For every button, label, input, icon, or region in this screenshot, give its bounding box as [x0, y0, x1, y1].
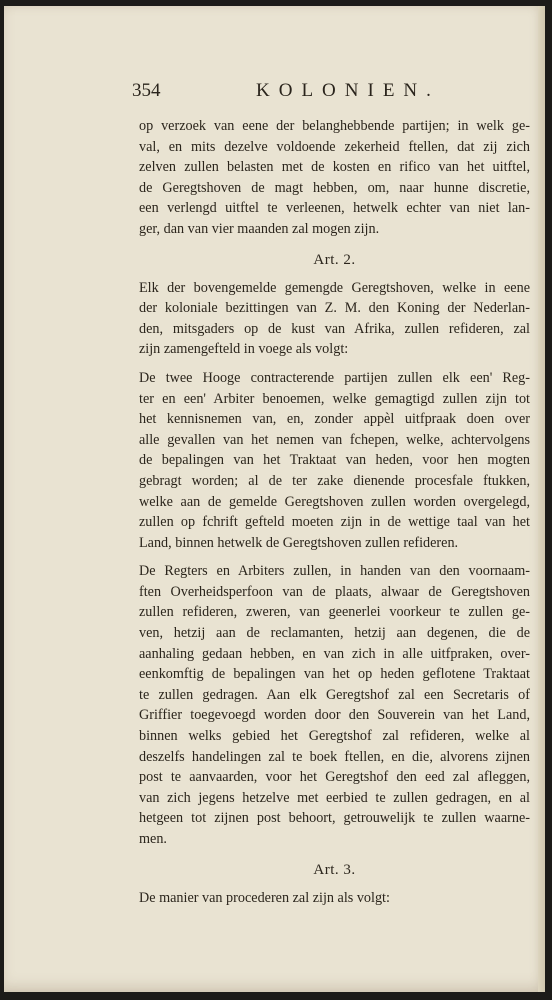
- text-line: men.: [139, 831, 167, 847]
- text-line: De twee Hooge contracterende partijen zullen elk een' Reg-: [139, 369, 530, 386]
- running-head: KOLONIEN.: [256, 80, 440, 101]
- text-line: zullen refideren, zweren, van geenerlei voorkeur te zullen ge-: [139, 604, 530, 621]
- text-line: op verzoek van eene der belanghebbende partijen; in welk ge-: [139, 118, 530, 134]
- text-line: ter en een' Arbiter benoemen, welke gemagtigd zullen zijn tot: [139, 390, 530, 407]
- article-2-paragraph-1: [139, 278, 530, 360]
- text-line: het kennisnemen van, en, zonder appèl uitfpraak doen over: [139, 411, 530, 428]
- paragraph-continuation: [139, 116, 530, 240]
- article-3-paragraph-1: [139, 888, 530, 909]
- text-line: zullen op fchrift gefteld moeten zijn in de wettige taal van het: [139, 514, 530, 531]
- text-line: ften Overheidsperfoon van de plaats, alwaar de Geregtshoven: [139, 583, 530, 600]
- text-line: Griffier toegevoegd worden door den Souverein van het Land,: [139, 707, 530, 724]
- text-line: de bepalingen van het Traktaat van heden, voor hen mogten: [139, 452, 530, 469]
- body-text: [139, 116, 530, 908]
- text-line: den, mitsgaders op de kust van Afrika, zullen refideren, zal: [139, 320, 530, 337]
- text-line: eenkomftig de bepalingen van het op heden geflotene Traktaat: [139, 666, 530, 683]
- article-2-paragraph-2: [139, 368, 530, 553]
- book-page: [4, 6, 545, 992]
- text-line: hetgeen tot zijnen post behoort, getrouwelijk te zullen waarne-: [139, 810, 530, 827]
- article-2-paragraph-3: [139, 561, 530, 849]
- text-line: welke aan de gemelde Geregtshoven zullen worden overgelegd,: [139, 493, 530, 510]
- text-line: de Geregtshoven de magt hebben, om, naar hunne discretie,: [139, 179, 530, 196]
- text-line: Land, binnen hetwelk de Geregtshoven zullen refideren.: [139, 534, 459, 551]
- text-line: ger, dan van vier maanden zal mogen zijn.: [139, 220, 380, 237]
- page-edge: [538, 6, 545, 992]
- text-line: Elk der bovengemelde gemengde Geregtshoven, welke in eene: [139, 279, 530, 296]
- page-number: 354: [132, 80, 161, 101]
- text-line: val, en mits dezelve voldoende zekerheid ftellen, dat zij zich: [139, 138, 530, 155]
- text-line: zelven zullen belasten met de kosten en rifico van het uitftel,: [139, 159, 530, 176]
- text-line: aanhaling gedaan hebben, en van zich in alle uitfpraken, over-: [139, 645, 530, 662]
- article-2-heading: Art. 2.: [313, 251, 356, 268]
- text-line: van zich jegens hetzelve met eerbied te zullen gedragen, en al: [139, 789, 530, 806]
- text-line: gebragt worden; al de ter zake dienende procesfale ftukken,: [139, 472, 530, 489]
- text-line: te zullen gedragen. Aan elk Geregtshof zal een Secretaris of: [139, 686, 530, 703]
- text-line: deszelfs handelingen zal te boek ftellen, en die, alvorens zijnen: [139, 748, 530, 765]
- text-line: alle gevallen van het nemen van fchepen, welke, achtervolgens: [139, 431, 530, 448]
- text-line: der koloniale bezittingen van Z. M. den Koning der Nederlan-: [139, 300, 530, 317]
- text-line: binnen welks gebied het Geregtshof zal refideren, welke al: [139, 728, 530, 745]
- text-line: ven, hetzij aan de reclamanten, hetzij aan degenen, die de: [139, 625, 530, 642]
- text-line: een verlengd uitftel te verleenen, hetwelk echter van niet lan-: [139, 200, 530, 217]
- text-line: post te aanvaarden, voor het Geregtshof den eed zal afleggen,: [139, 769, 530, 786]
- text-line: zijn zamengefteld in voege als volgt:: [139, 341, 349, 358]
- article-3-heading: Art. 3.: [313, 861, 356, 878]
- page-header: [132, 80, 532, 106]
- text-line: De manier van procederen zal zijn als volgt:: [139, 889, 390, 906]
- text-line: De Regters en Arbiters zullen, in handen van den voornaam-: [139, 563, 530, 580]
